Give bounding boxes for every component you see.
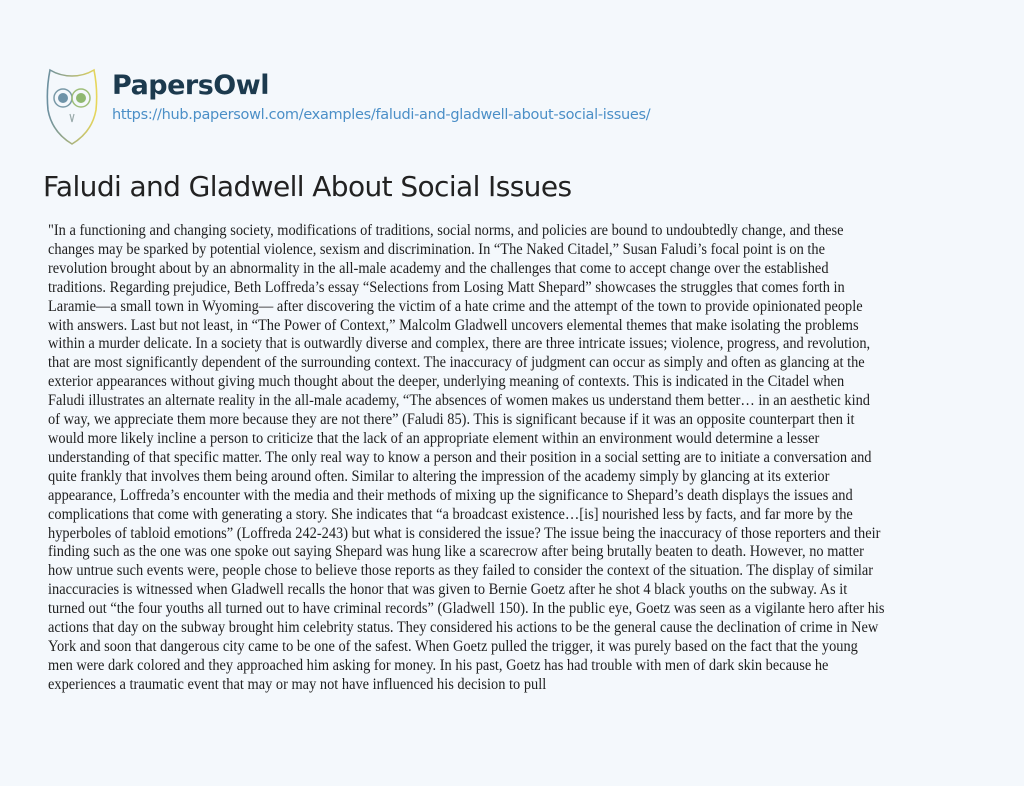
- page-url-link[interactable]: https://hub.papersowl.com/examples/faludi-and-gladwell-about-social-issues/: [112, 107, 651, 123]
- essay-line: understanding of that specific matter. The only real way to know a person and their position in a social setting are to initiate a conversation and: [48, 448, 872, 466]
- essay-line: experiences a traumatic event that may or may not have influenced his decision to pull: [48, 675, 547, 693]
- document-title: Faludi and Gladwell About Social Issues: [43, 170, 572, 203]
- essay-line: traditions. Regarding prejudice, Beth Loffreda’s essay “Selections from Losing Matt Shepard” showcases the struggles that comes forth in: [48, 278, 845, 296]
- essay-line: how untrue such events were, people chose to believe those reports as they failed to consider the context of the situation. The display of similar: [48, 562, 874, 580]
- essay-line: that are most significantly dependent of the surrounding context. The inaccuracy of judgment can occur as simply and often as glancing at the: [48, 354, 865, 372]
- essay-line: turned out “the four youths all turned out to have criminal records” (Gladwell 150). In the public eye, Goetz was seen as a vigilante hero after his: [48, 600, 885, 618]
- essay-line: within a murder delicate. In a society that is outwardly diverse and complex, there are three intricate issues; violence, progress, and revolution,: [48, 335, 871, 353]
- essay-line: hyperboles of tabloid emotions” (Loffreda 242-243) but what is considered the issue? The issue being the inaccuracy of those reporters and their: [48, 524, 881, 542]
- brand-name: PapersOwl: [112, 70, 269, 101]
- essay-line: York and soon that dangerous city came to be one of the safest. When Goetz pulled the trigger, it was purely based on the fact that the young: [48, 637, 858, 655]
- essay-line: finding such as the one was one spoke out saying Shepard was hung like a scarecrow after being brutally beaten to death. However, no matter: [48, 543, 864, 561]
- essay-line: actions that day on the subway brought him celebrity status. They considered his actions to be the general cause the declination of crime in New: [48, 619, 879, 637]
- essay-line: revolution brought about by an abnormality in the all-male academy and the challenges that come to accept change over the established: [48, 259, 829, 277]
- essay-line: "In a functioning and changing society, modifications of traditions, social norms, and policies are bound to undoubtedly change, and these: [48, 222, 844, 239]
- essay-line: inaccuracies is witnessed when Gladwell recalls the honor that was given to Bernie Goetz after he shot 4 black youths on the subway. As it: [48, 581, 848, 599]
- essay-line: changes may be sparked by potential violence, sexism and discrimination. In “The Naked Citadel,” Susan Faludi’s focal point is on the: [48, 240, 826, 258]
- essay-line: complications that come with generating a story. She indicates that “a broadcast existence…[is] nourished less by facts, and far more by the: [48, 505, 853, 523]
- essay-line: would more likely incline a person to criticize that the lack of an appropriate element within an environment would determine a lesser: [48, 429, 820, 447]
- essay-line: Laramie—a small town in Wyoming— after discovering the victim of a hate crime and the attempt of the town to provide opinionated people: [48, 297, 863, 315]
- essay-line: with answers. Last but not least, in “The Power of Context,” Malcolm Gladwell uncovers elemental themes that make isolating the problems: [48, 316, 859, 334]
- owl-logo-icon: [44, 66, 100, 148]
- essay-line: Faludi illustrates an alternate reality in the all-male academy, “The absences of women makes us understand them better… in an aesthetic kind: [48, 392, 870, 410]
- essay-line: exterior appearances without giving much thought about the deeper, underlying meaning of contexts. This is indicated in the Citadel when: [48, 373, 845, 391]
- essay-body: [48, 222, 1018, 695]
- essay-line: quite frankly that involves them being around often. Similar to altering the impression of the academy simply by glancing at its exterior: [48, 467, 830, 485]
- essay-line: of way, we appreciate them more because they are not there” (Faludi 85). This is significant because if it was an opposite counterpart then it: [48, 411, 855, 429]
- essay-line: appearance, Loffreda’s encounter with the media and their methods of mixing up the significance to Shepard’s death displays the issues and: [48, 486, 853, 504]
- essay-line: men were dark colored and they approached him asking for money. In his past, Goetz has had trouble with men of dark skin because he: [48, 656, 829, 674]
